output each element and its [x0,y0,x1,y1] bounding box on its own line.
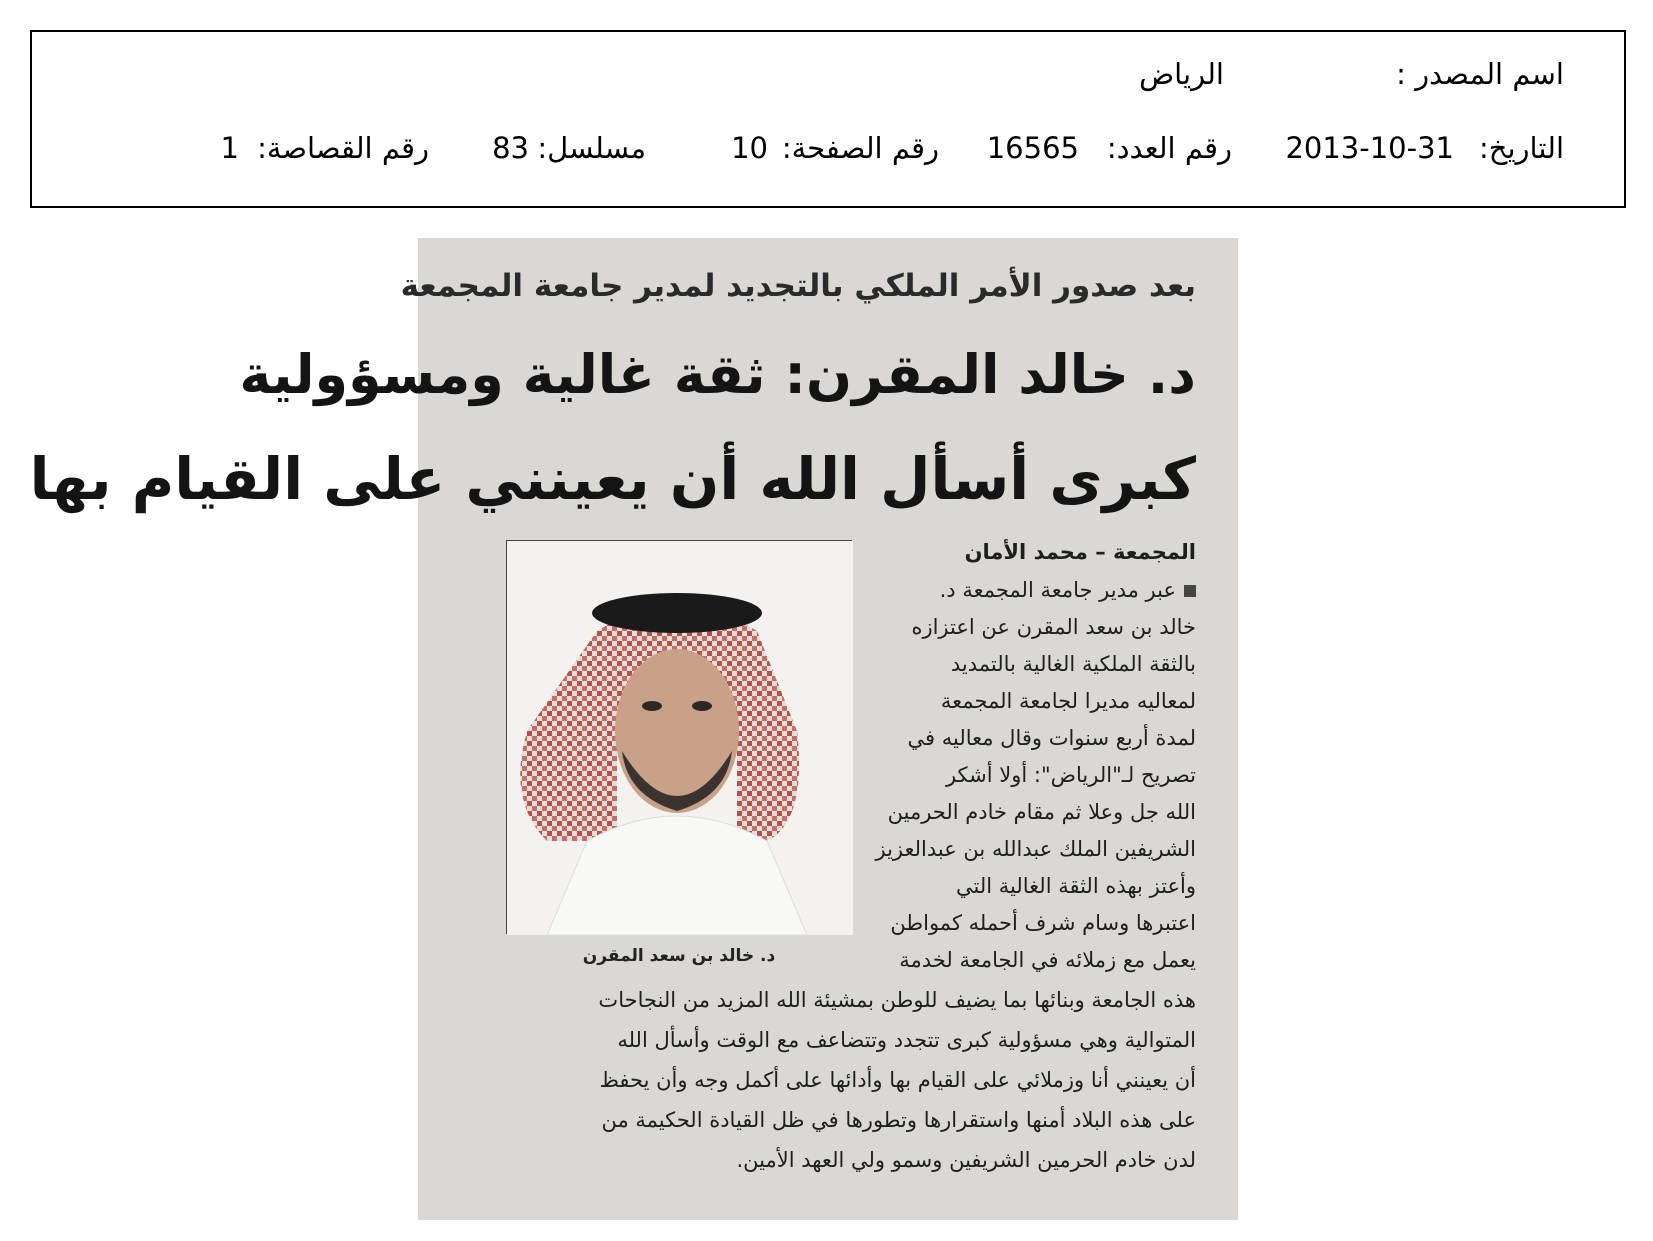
issue-value: 16565 [986,131,1079,165]
column-line: لمدة أربع سنوات وقال معاليه في [907,726,1196,750]
column-line: خالد بن سعد المقرن عن اعتزازه [911,615,1196,639]
photo-caption: د. خالد بن سعد المقرن [582,946,776,966]
column-line: لمعاليه مديرا لجامعة المجمعة [940,689,1196,713]
date-label: التاريخ: [1478,131,1564,165]
clip-label: رقم القصاصة: [257,131,429,165]
column-line: وأعتز بهذه الثقة الغالية التي [956,874,1196,898]
issue-label: رقم العدد: [1106,131,1232,165]
article-kicker: بعد صدور الأمر الملكي بالتجديد لمدير جامعة المجمعة [400,268,1196,304]
column-line: عبر مدير جامعة المجمعة د. [854,580,1196,601]
bullet-icon [1184,585,1196,597]
source-value: الرياض [1139,57,1224,91]
portrait-photo [506,540,852,934]
article-byline: المجمعة – محمد الأمان [964,540,1196,564]
column-line: الشريفين الملك عبدالله بن عبدالعزيز [875,837,1196,861]
date-value: 2013-10-31 [1285,131,1454,165]
column-line: يعمل مع زملائه في الجامعة لخدمة [899,948,1196,972]
body-line: أن يعينني أنا وزملائي على القيام بها وأدائها على أكمل وجه وأن يحفظ [599,1068,1196,1092]
serial-label: مسلسل: [537,131,646,165]
metadata-box [30,30,1626,208]
newspaper-clipping [29,238,1238,1220]
body-line: هذه الجامعة وبنائها بما يضيف للوطن بمشيئة الله المزيد من النجاحات [598,988,1196,1012]
body-line: لدن خادم الحرمين الشريفين وسمو ولي العهد الأمين. [736,1148,1196,1172]
column-line: الله جل وعلا ثم مقام خادم الحرمين [887,800,1196,824]
page-value: 10 [731,131,768,165]
page-label: رقم الصفحة: [781,131,939,165]
serial-value: 83 [492,131,529,165]
headline-line-2: كبرى أسأل الله أن يعينني على القيام بها [29,445,1196,513]
column-line: بالثقة الملكية الغالية بالتمديد [950,652,1196,676]
column-line: اعتبرها وسام شرف أحمله كمواطن [890,911,1196,935]
body-line: على هذه البلاد أمنها واستقرارها وتطورها في ظل القيادة الحكيمة من [601,1108,1196,1132]
headline-line-1: د. خالد المقرن: ثقة غالية ومسؤولية [239,343,1196,406]
body-line: المتوالية وهي مسؤولية كبرى تتجدد وتتضاعف مع الوقت وأسأل الله [617,1028,1196,1052]
column-line: تصريح لـ"الرياض": أولا أشكر [945,763,1196,787]
clip-value: 1 [220,131,239,165]
source-label: اسم المصدر : [1396,57,1564,91]
